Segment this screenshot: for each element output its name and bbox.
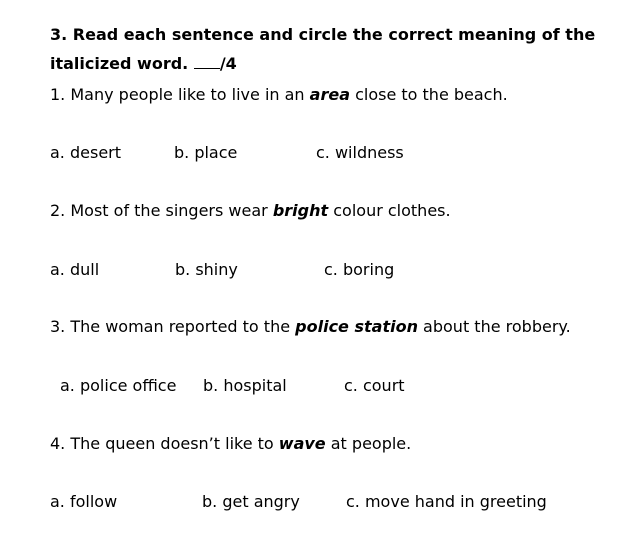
section-heading-text-2: italicized word.	[50, 54, 189, 73]
question-3	[50, 317, 571, 337]
q2-option-a[interactable]: a. dull	[50, 260, 100, 279]
italicized-word: police station	[295, 317, 418, 336]
question-number: 2.	[50, 201, 66, 220]
section-heading-line2	[50, 54, 237, 74]
q4-option-a[interactable]: a. follow	[50, 492, 118, 511]
q3-option-b[interactable]: b. hospital	[203, 376, 287, 395]
section-heading-text: 3. Read each sentence and circle the correct meaning of the	[50, 25, 596, 44]
question-text-before: The woman reported to the	[70, 317, 291, 336]
question-text-after: about the robbery.	[417, 317, 571, 336]
section-heading-line1	[50, 25, 595, 45]
question-number: 1.	[50, 85, 66, 104]
question-number: 4.	[50, 434, 66, 453]
q3-option-c[interactable]: c. court	[344, 376, 405, 395]
question-4	[50, 434, 411, 454]
question-text-before: Many people like to live in an	[70, 85, 305, 104]
question-number: 3.	[50, 317, 66, 336]
italicized-word: area	[309, 85, 350, 104]
question-text-after: close to the beach.	[350, 85, 508, 104]
score-blank[interactable]	[194, 56, 220, 69]
question-text-before: Most of the singers wear	[70, 201, 268, 220]
score-total: /4	[219, 54, 237, 73]
question-1	[50, 85, 508, 105]
q1-option-b[interactable]: b. place	[174, 143, 238, 162]
q1-option-a[interactable]: a. desert	[50, 143, 122, 162]
italicized-word: wave	[278, 434, 326, 453]
question-2	[50, 201, 451, 221]
q4-option-b[interactable]: b. get angry	[202, 492, 300, 511]
q3-option-a[interactable]: a. police office	[60, 376, 177, 395]
question-text-after: at people.	[330, 434, 412, 453]
question-text-before: The queen doesn’t like to	[70, 434, 274, 453]
q2-option-c[interactable]: c. boring	[324, 260, 395, 279]
q1-option-c[interactable]: c. wildness	[316, 143, 404, 162]
q4-option-c[interactable]: c. move hand in greeting	[346, 492, 547, 511]
q2-option-b[interactable]: b. shiny	[175, 260, 238, 279]
italicized-word: bright	[272, 201, 329, 220]
question-text-after: colour clothes.	[328, 201, 451, 220]
